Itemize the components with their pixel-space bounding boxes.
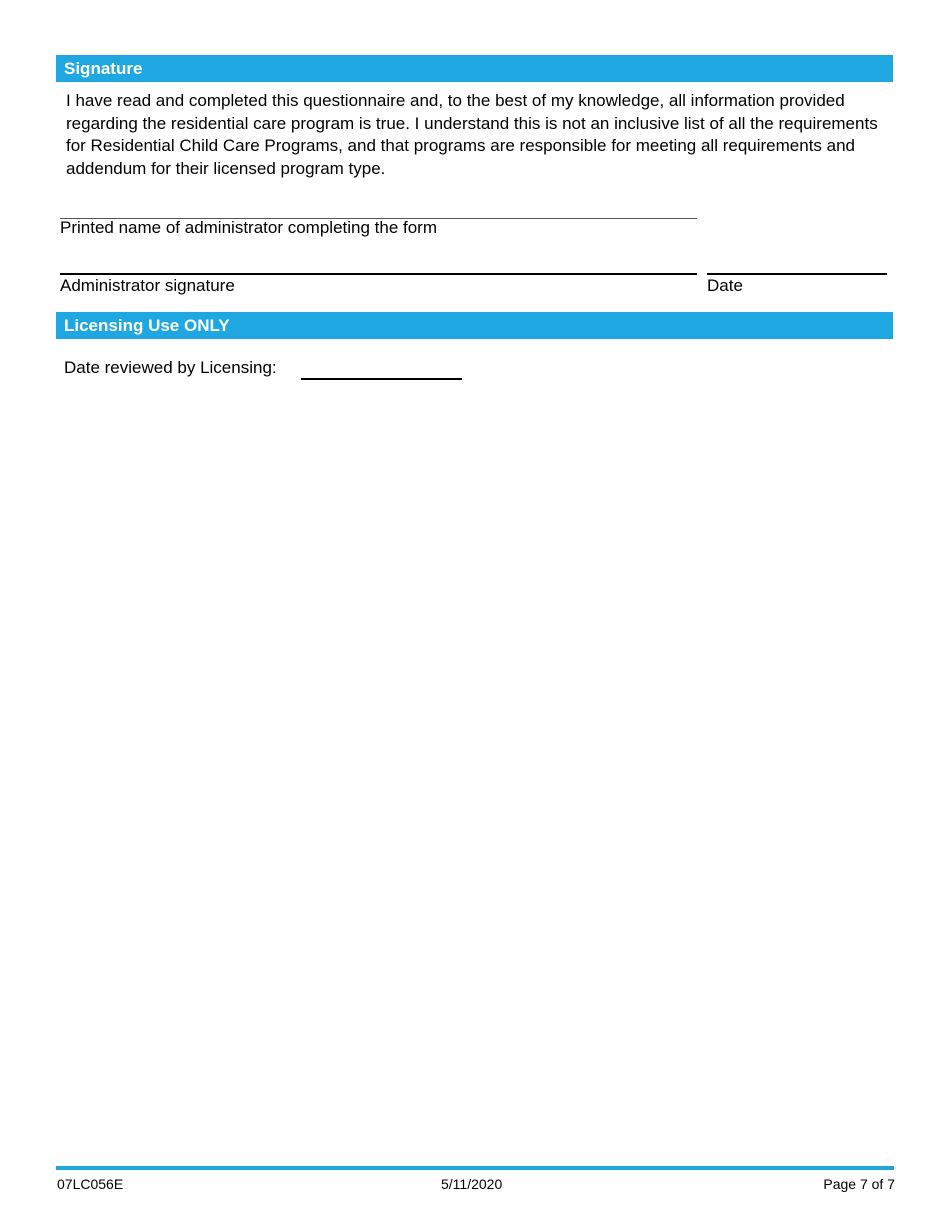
footer-page-number: Page 7 of 7 bbox=[823, 1176, 895, 1192]
signature-date-label: Date bbox=[707, 276, 743, 295]
signature-date-field[interactable] bbox=[707, 273, 887, 275]
signature-section-header bbox=[56, 55, 893, 82]
footer-revision-date: 5/11/2020 bbox=[441, 1176, 503, 1192]
licensing-section-title: Licensing Use ONLY bbox=[64, 316, 230, 335]
date-reviewed-label: Date reviewed by Licensing: bbox=[64, 358, 277, 377]
footer-form-number: 07LC056E bbox=[57, 1176, 124, 1192]
licensing-section-header bbox=[56, 312, 893, 339]
date-reviewed-field[interactable] bbox=[301, 378, 462, 380]
administrator-signature-label: Administrator signature bbox=[60, 276, 235, 295]
administrator-signature-field[interactable] bbox=[60, 273, 697, 275]
footer-divider bbox=[56, 1166, 894, 1170]
signature-section-title: Signature bbox=[64, 59, 143, 78]
attestation-statement: I have read and completed this questionnaire and, to the best of my knowledge, all information provided regarding the residential care program is true. I understand this is not an inclusive list of all the requirements for Residential Child Care Programs, and that programs are responsible for meeting all requirements and addendum for their licensed program type. bbox=[66, 91, 878, 178]
printed-name-label: Printed name of administrator completing the form bbox=[60, 218, 438, 237]
